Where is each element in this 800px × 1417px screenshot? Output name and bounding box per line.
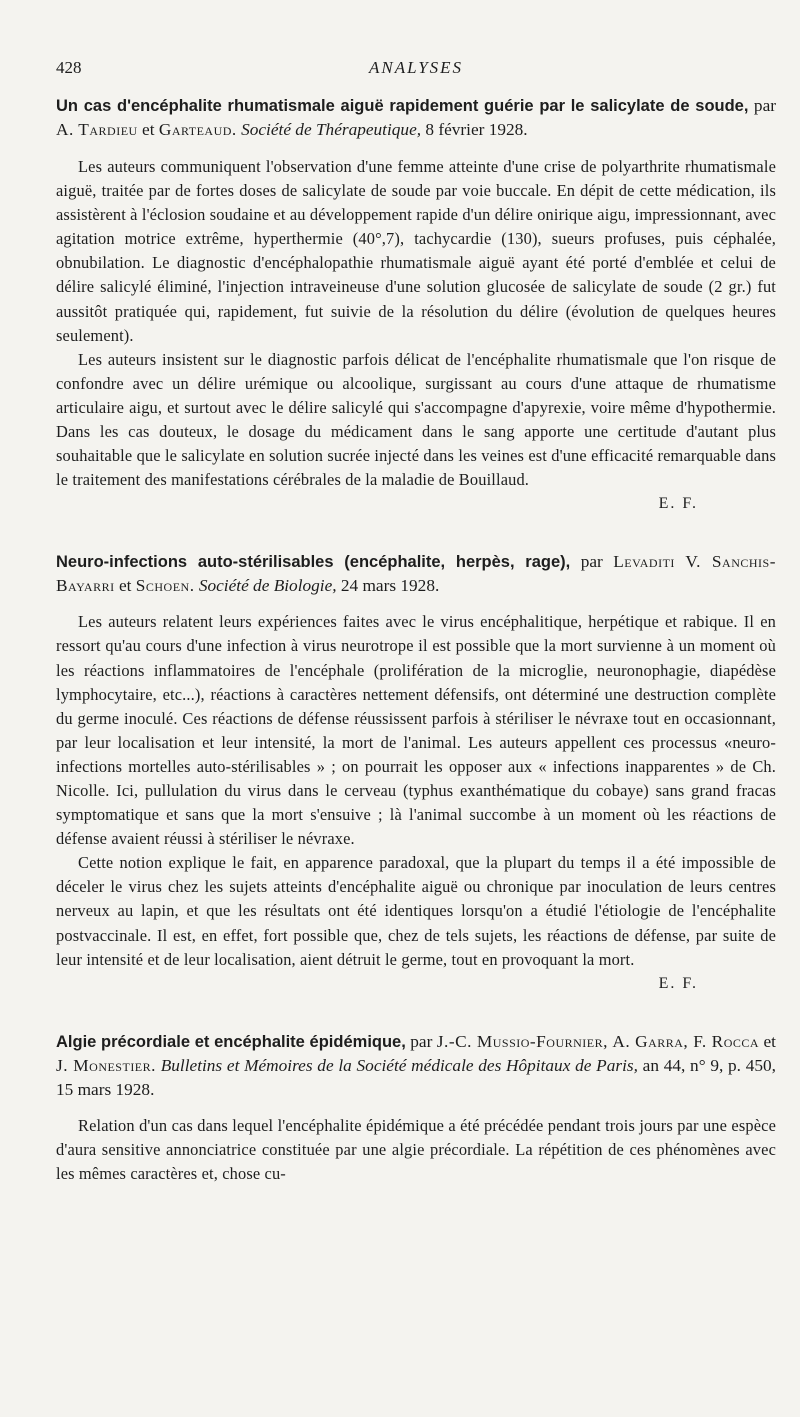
article-2-author-b: V. Sanchis-Bayarri — [56, 552, 776, 596]
article-2-par: par — [580, 552, 603, 572]
article-2-title-text: Neuro-infections auto-stérilisables (encéphalite, herpès, rage), — [56, 553, 571, 572]
article-2-journal: Société de Biologie, — [198, 576, 337, 596]
running-head — [56, 58, 776, 88]
article-3-paragraph-1: Relation d'un cas dans lequel l'encéphalite épidémique a été précédée pendant trois jours par une espèce d'aura sensitive annonciatrice constituée par une algie précordiale. La répétition de ces phénomènes avec les mêmes caractères et, chose cu- — [56, 1115, 776, 1183]
article-2-author-c: Schoen. — [135, 576, 195, 596]
article-2-title — [56, 550, 776, 598]
article-3-author-b: A. Garra, F. Rocca — [612, 1031, 760, 1051]
article-3-par: par — [410, 1031, 433, 1051]
article-1 — [56, 94, 776, 516]
article-3-journal: Bulletins et Mémoires de la Société médicale des Hôpitaux de Paris, — [160, 1055, 638, 1075]
article-2-date: 24 mars 1928. — [340, 576, 440, 596]
article-1-title — [56, 94, 776, 142]
page-number: 428 — [56, 58, 82, 77]
article-1-paragraph-2: Les auteurs insistent sur le diagnostic parfois délicat de l'encéphalite rhumatismale que l'on risque de confondre avec un délire urémique ou alcoolique, surgissant au cours d'une attaque de rhumatisme articulaire aigu, et surtout avec le délire salicylé qui s'accompagne d'apyrexie, voire même d'hypothermie. Dans les cas douteux, le dosage du médicament dans le sang apporte une certitude d'autant plus souhaitable que le salicylate en solution sucrée injecté dans les veines est d'une efficacité remarquable dans le traitement des manifestations cérébrales de la maladie de Bouillaud. — [56, 349, 776, 490]
section-title: ANALYSES — [368, 58, 464, 77]
article-3 — [56, 1030, 776, 1186]
article-2-author-a: Levaditi — [613, 552, 675, 572]
article-2-signature: E. F. — [658, 974, 698, 992]
article-1-title-text: Un cas d'encéphalite rhumatismale aiguë rapidement guérie par le salicylate de soude, — [56, 97, 749, 115]
article-1-paragraph-1: Les auteurs communiquent l'observation d'une femme atteinte d'une crise de polyarthrite rhumatismale aiguë, traitée par de fortes doses de salicylate de soude par voie buccale. En dépit de cette médication, ils assistèrent à l'éclosion soudaine et au développement rapide d'un délire onirique aigu, impressionnant, avec agitation motrice extrême, hyperthermie (40°,7), tachycardie (130), sueurs profuses, puis céphalée, obnubilation. Le diagnostic d'encéphalopathie rhumatismale aiguë ayant été porté d'emblée et celui de délire salicylé éliminé, l'injection intraveineuse d'une solution glucosée de salicylate de soude (2 gr.) fut aussitôt pratiquée qui, rapidement, fut suivie de la résolution du délire (évolution de quelques heures seulement). — [56, 157, 776, 345]
article-2 — [56, 550, 776, 995]
article-1-et: et — [142, 120, 155, 139]
article-1-author-a: A. Tardieu — [56, 120, 138, 139]
article-1-author-b: Garteaud. — [158, 120, 237, 139]
article-2-paragraph-2: Cette notion explique le fait, en apparence paradoxal, que la plupart du temps il a été impossible de déceler le virus chez les sujets atteints d'encéphalite aiguë ou chronique par inoculation de leurs centres nerveux au lapin, et que les résultats ont été identiques lorsqu'on a étudié l'étiologie de l'encéphalite postvaccinale. Il est, en effet, fort possible que, chez de tels sujets, les réactions de défense, par suite de leur intensité et de leur localisation, aient détruit le germe, tout en provoquant la mort. — [56, 853, 776, 969]
article-1-date: 8 février 1928. — [425, 120, 528, 139]
article-1-journal: Société de Thérapeutique, — [241, 120, 422, 139]
article-1-par: par — [753, 96, 776, 115]
article-3-date: an 44, n° 9, p. 450, 15 mars 1928. — [56, 1055, 776, 1099]
article-2-et: et — [118, 576, 132, 596]
article-3-title — [56, 1030, 776, 1102]
article-1-signature: E. F. — [658, 495, 698, 513]
article-3-author-a: J.-C. Mussio-Fournier, — [436, 1031, 608, 1051]
page — [56, 58, 776, 1186]
article-3-author-c: J. Monestier. — [56, 1055, 156, 1075]
article-2-paragraph-1: Les auteurs relatent leurs expériences faites avec le virus encéphalitique, herpétique et rabique. Il en ressort qu'au cours d'une infection à virus neurotrope il est possible que la mort survienne à un moment où les réactions inflammatoires de l'encéphale (prolifération de la microglie, neuronophagie, diapédèse lymphocytaire, etc...), réactions à caractères nettement défensifs, ont déterminé une destruction complète du germe inoculé. Ces réactions de défense réussissent parfois à stériliser le névraxe tout en occasionnant, par leur localisation et leur intensité, la mort de l'animal. Les auteurs appellent ces processus «neuro-infections mortelles auto-stérilisables » ; on pourrait les opposer aux « infections inapparentes » de Ch. Nicolle. Ici, pullulation du virus dans le cerveau (typhus exanthématique du cobaye) sans grand fracas symptomatique et sans que la mort s'ensuive ; là l'animal succombe à un moment où les réactions de défense avaient réussi à stériliser le névraxe. — [56, 612, 776, 849]
article-3-et: et — [763, 1031, 776, 1051]
article-3-title-text: Algie précordiale et encéphalite épidémique, — [56, 1032, 406, 1051]
